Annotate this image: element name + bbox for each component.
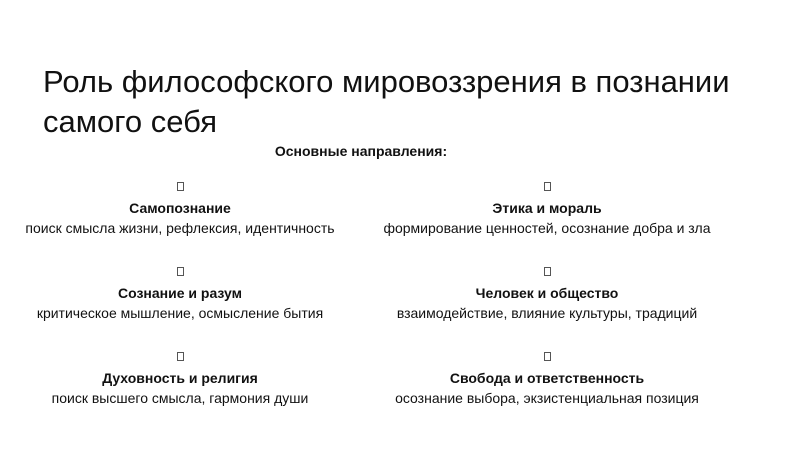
broken-image-icon bbox=[544, 352, 551, 361]
direction-card-spirituality bbox=[0, 352, 365, 407]
direction-card-ethics bbox=[362, 182, 732, 237]
direction-name: Свобода и ответственность bbox=[449, 370, 645, 386]
direction-description: взаимодействие, влияние культуры, традиций bbox=[396, 305, 698, 321]
direction-name: Сознание и разум bbox=[118, 285, 242, 301]
direction-description: поиск высшего смысла, гармония души bbox=[51, 390, 309, 406]
direction-name: Духовность и религия bbox=[102, 370, 258, 386]
direction-card-freedom bbox=[362, 352, 732, 407]
broken-image-icon bbox=[544, 267, 551, 276]
direction-name: Этика и мораль bbox=[492, 200, 602, 216]
direction-description: критическое мышление, осмысление бытия bbox=[36, 305, 324, 321]
direction-description: поиск смысла жизни, рефлексия, идентичность bbox=[25, 220, 335, 236]
broken-image-icon bbox=[177, 352, 184, 361]
direction-description: осознание выбора, экзистенциальная позиция bbox=[395, 390, 699, 406]
direction-name: Самопознание bbox=[129, 200, 231, 216]
direction-card-self-knowledge bbox=[0, 182, 365, 237]
direction-card-society bbox=[362, 267, 732, 322]
direction-name: Человек и общество bbox=[475, 285, 619, 301]
direction-card-consciousness bbox=[0, 267, 365, 322]
broken-image-icon bbox=[177, 267, 184, 276]
section-subtitle: Основные направления: bbox=[274, 143, 448, 159]
broken-image-icon bbox=[544, 182, 551, 191]
direction-description: формирование ценностей, осознание добра и зла bbox=[383, 220, 711, 236]
slide-title: Роль философского мировоззрения в познании самого себя bbox=[43, 64, 730, 139]
broken-image-icon bbox=[177, 182, 184, 191]
